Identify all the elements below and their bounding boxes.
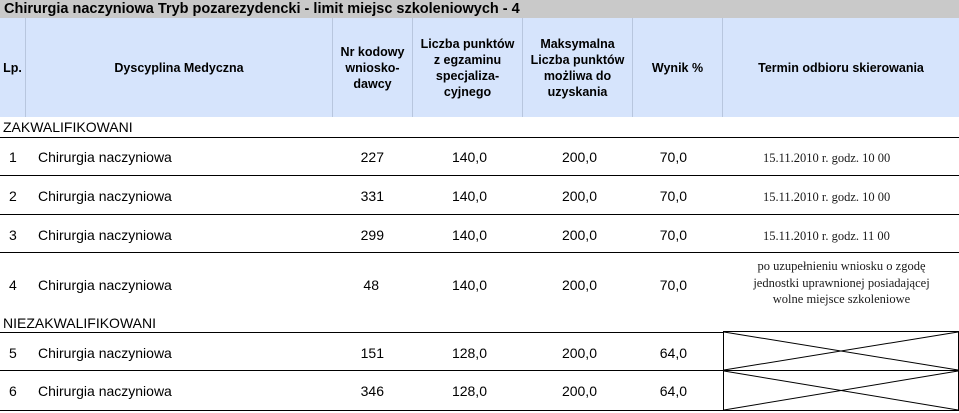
cross-line: [724, 332, 958, 370]
cell-dyscyplina: Chirurgia naczyniowa: [38, 277, 172, 293]
cell-nr-kodowy: 346: [360, 383, 384, 399]
cell-max: 200,0: [561, 383, 597, 399]
cell-wynik: 64,0: [659, 383, 687, 399]
cell-termin: 15.11.2010 r. godz. 11 00: [763, 229, 890, 243]
cell-nr-kodowy: 299: [360, 227, 384, 243]
cell-punkty: 140,0: [451, 227, 487, 243]
cell-max: 200,0: [561, 227, 597, 243]
cross-line: [724, 371, 958, 410]
cell-punkty: 128,0: [451, 383, 487, 399]
cell-lp: 5: [9, 345, 17, 361]
header-liczba-punktow: Liczba punktów z egzaminu specjaliza- cyjnego: [413, 18, 523, 117]
section-zakwalifikowani: ZAKWALIFIKOWANI: [3, 119, 133, 135]
divider: [0, 137, 959, 138]
cell-punkty: 140,0: [451, 277, 487, 293]
cell-wynik: 70,0: [659, 188, 687, 204]
cell-max: 200,0: [561, 188, 597, 204]
divider: [0, 370, 959, 371]
cell-nr-kodowy: 331: [360, 188, 384, 204]
cell-max: 200,0: [561, 149, 597, 165]
header-nr-kodowy: Nr kodowy wniosko- dawcy: [333, 18, 413, 117]
cell-punkty: 140,0: [451, 149, 487, 165]
cell-nr-kodowy: 227: [360, 149, 384, 165]
header-dyscyplina: Dyscyplina Medyczna: [26, 18, 333, 117]
cell-wynik: 64,0: [659, 345, 687, 361]
cell-dyscyplina: Chirurgia naczyniowa: [38, 149, 172, 165]
cell-max: 200,0: [561, 345, 597, 361]
cell-lp: 6: [9, 383, 17, 399]
divider: [0, 175, 959, 176]
divider: [0, 252, 959, 253]
cell-termin: 15.11.2010 r. godz. 10 00: [763, 151, 891, 165]
cell-lp: 4: [9, 277, 17, 293]
header-termin: Termin odbioru skierowania: [723, 18, 959, 117]
page-title: Chirurgia naczyniowa Tryb pozarezydencki - limit miejsc szkoleniowych - 4: [0, 0, 959, 18]
cell-wynik: 70,0: [659, 227, 687, 243]
cross-line: [724, 371, 958, 410]
header-lp: Lp.: [0, 18, 26, 117]
cell-nr-kodowy: 48: [363, 277, 379, 293]
cell-dyscyplina: Chirurgia naczyniowa: [38, 188, 172, 204]
divider: [0, 332, 723, 333]
cell-lp: 1: [9, 149, 17, 165]
section-niezakwalifikowani: NIEZAKWALIFIKOWANI: [3, 315, 156, 331]
divider: [0, 214, 959, 215]
cell-termin: po uzupełnieniu wniosku o zgodę jednostki uprawnionej posiadającej wolne miejsce szkoleniowe: [753, 259, 930, 306]
cell-dyscyplina: Chirurgia naczyniowa: [38, 227, 172, 243]
cell-lp: 2: [9, 188, 17, 204]
cell-wynik: 70,0: [659, 149, 687, 165]
cell-termin: 15.11.2010 r. godz. 10 00: [763, 190, 891, 204]
cell-dyscyplina: Chirurgia naczyniowa: [38, 345, 172, 361]
divider: [0, 410, 959, 411]
cell-dyscyplina: Chirurgia naczyniowa: [38, 383, 172, 399]
cross-line: [724, 332, 958, 370]
header-maksymalna: Maksymalna Liczba punktów możliwa do uzyskania: [523, 18, 633, 117]
cell-max: 200,0: [561, 277, 597, 293]
cell-nr-kodowy: 151: [360, 345, 384, 361]
header-wynik: Wynik %: [633, 18, 723, 117]
divider: [723, 331, 959, 332]
cell-punkty: 128,0: [451, 345, 487, 361]
cell-punkty: 140,0: [451, 188, 487, 204]
cell-wynik: 70,0: [659, 277, 687, 293]
cell-lp: 3: [9, 227, 17, 243]
